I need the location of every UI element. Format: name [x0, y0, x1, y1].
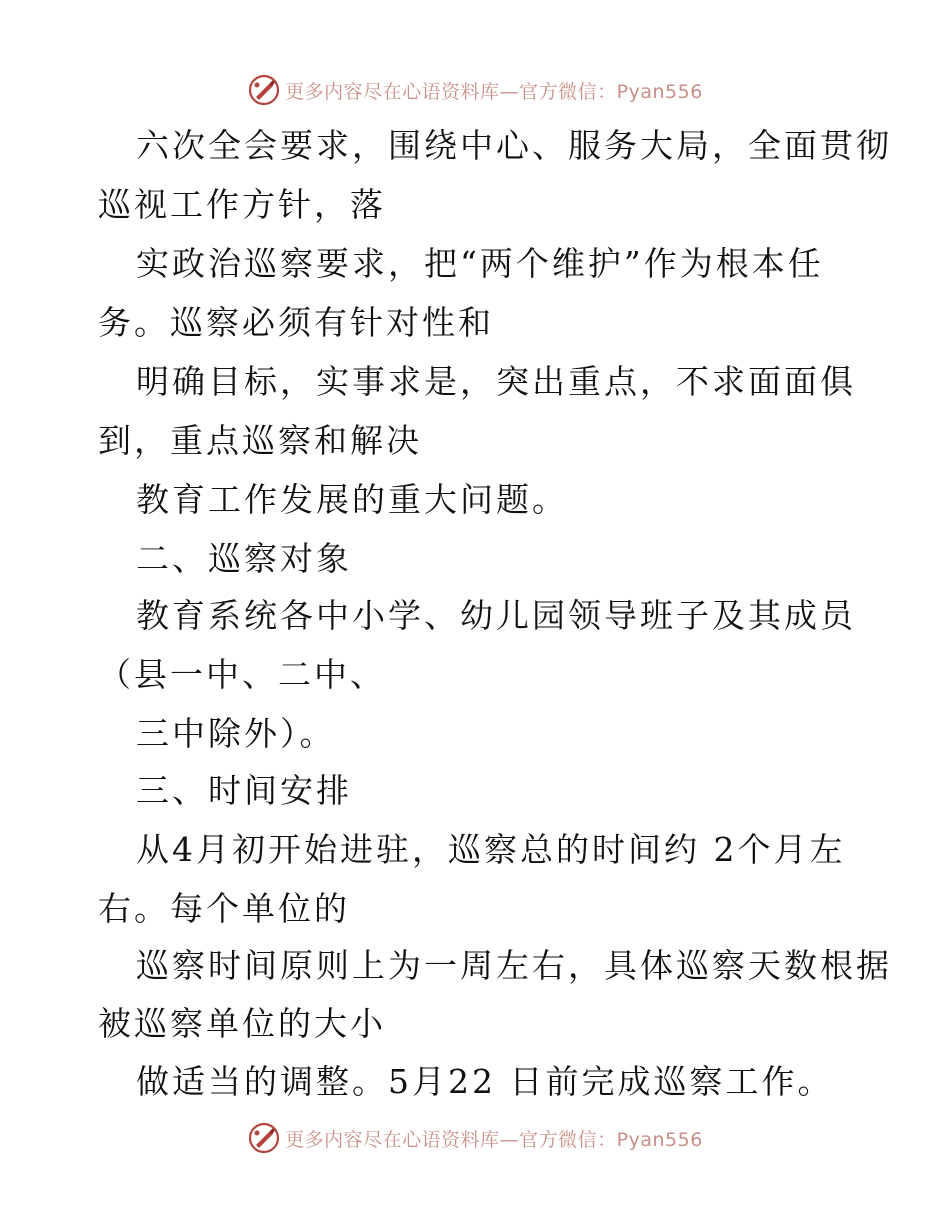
- text-line: 被巡察单位的大小: [98, 1004, 386, 1043]
- pen-emblem-icon: [247, 1121, 281, 1155]
- section-heading: 二、巡察对象: [136, 539, 352, 578]
- watermark-text: 更多内容尽在心语资料库—官方微信：Pyan556: [285, 80, 703, 103]
- section-heading: 三、时间安排: [136, 771, 352, 810]
- text-line: 到，重点巡察和解决: [98, 421, 422, 460]
- text-line: 教育工作发展的重大问题。: [136, 480, 568, 519]
- text-line: 右。每个单位的: [98, 889, 350, 928]
- text-line: 三中除外）。: [136, 714, 336, 753]
- text-line: 六次全会要求，围绕中心、服务大局，全面贯彻: [136, 126, 892, 165]
- text-line: 明确目标，实事求是，突出重点，不求面面俱: [136, 362, 856, 401]
- text-line: 做适当的调整。5月22 日前完成巡察工作。: [136, 1062, 834, 1101]
- text-line: 实政治巡察要求，把“两个维护”作为根本任: [136, 244, 824, 283]
- text-line: 务。巡察必须有针对性和: [98, 303, 494, 342]
- text-line: 巡察时间原则上为一周左右，具体巡察天数根据: [136, 946, 892, 985]
- text-line: （县一中、二中、: [98, 655, 386, 694]
- text-line: 从4月初开始进驻，巡察总的时间约 2个月左: [136, 830, 846, 869]
- text-line: 教育系统各中小学、幼儿园领导班子及其成员: [136, 596, 856, 635]
- watermark-text: 更多内容尽在心语资料库—官方微信：Pyan556: [285, 1128, 703, 1151]
- footer-watermark: [0, 1118, 950, 1158]
- text-line: 巡视工作方针，落: [98, 185, 386, 224]
